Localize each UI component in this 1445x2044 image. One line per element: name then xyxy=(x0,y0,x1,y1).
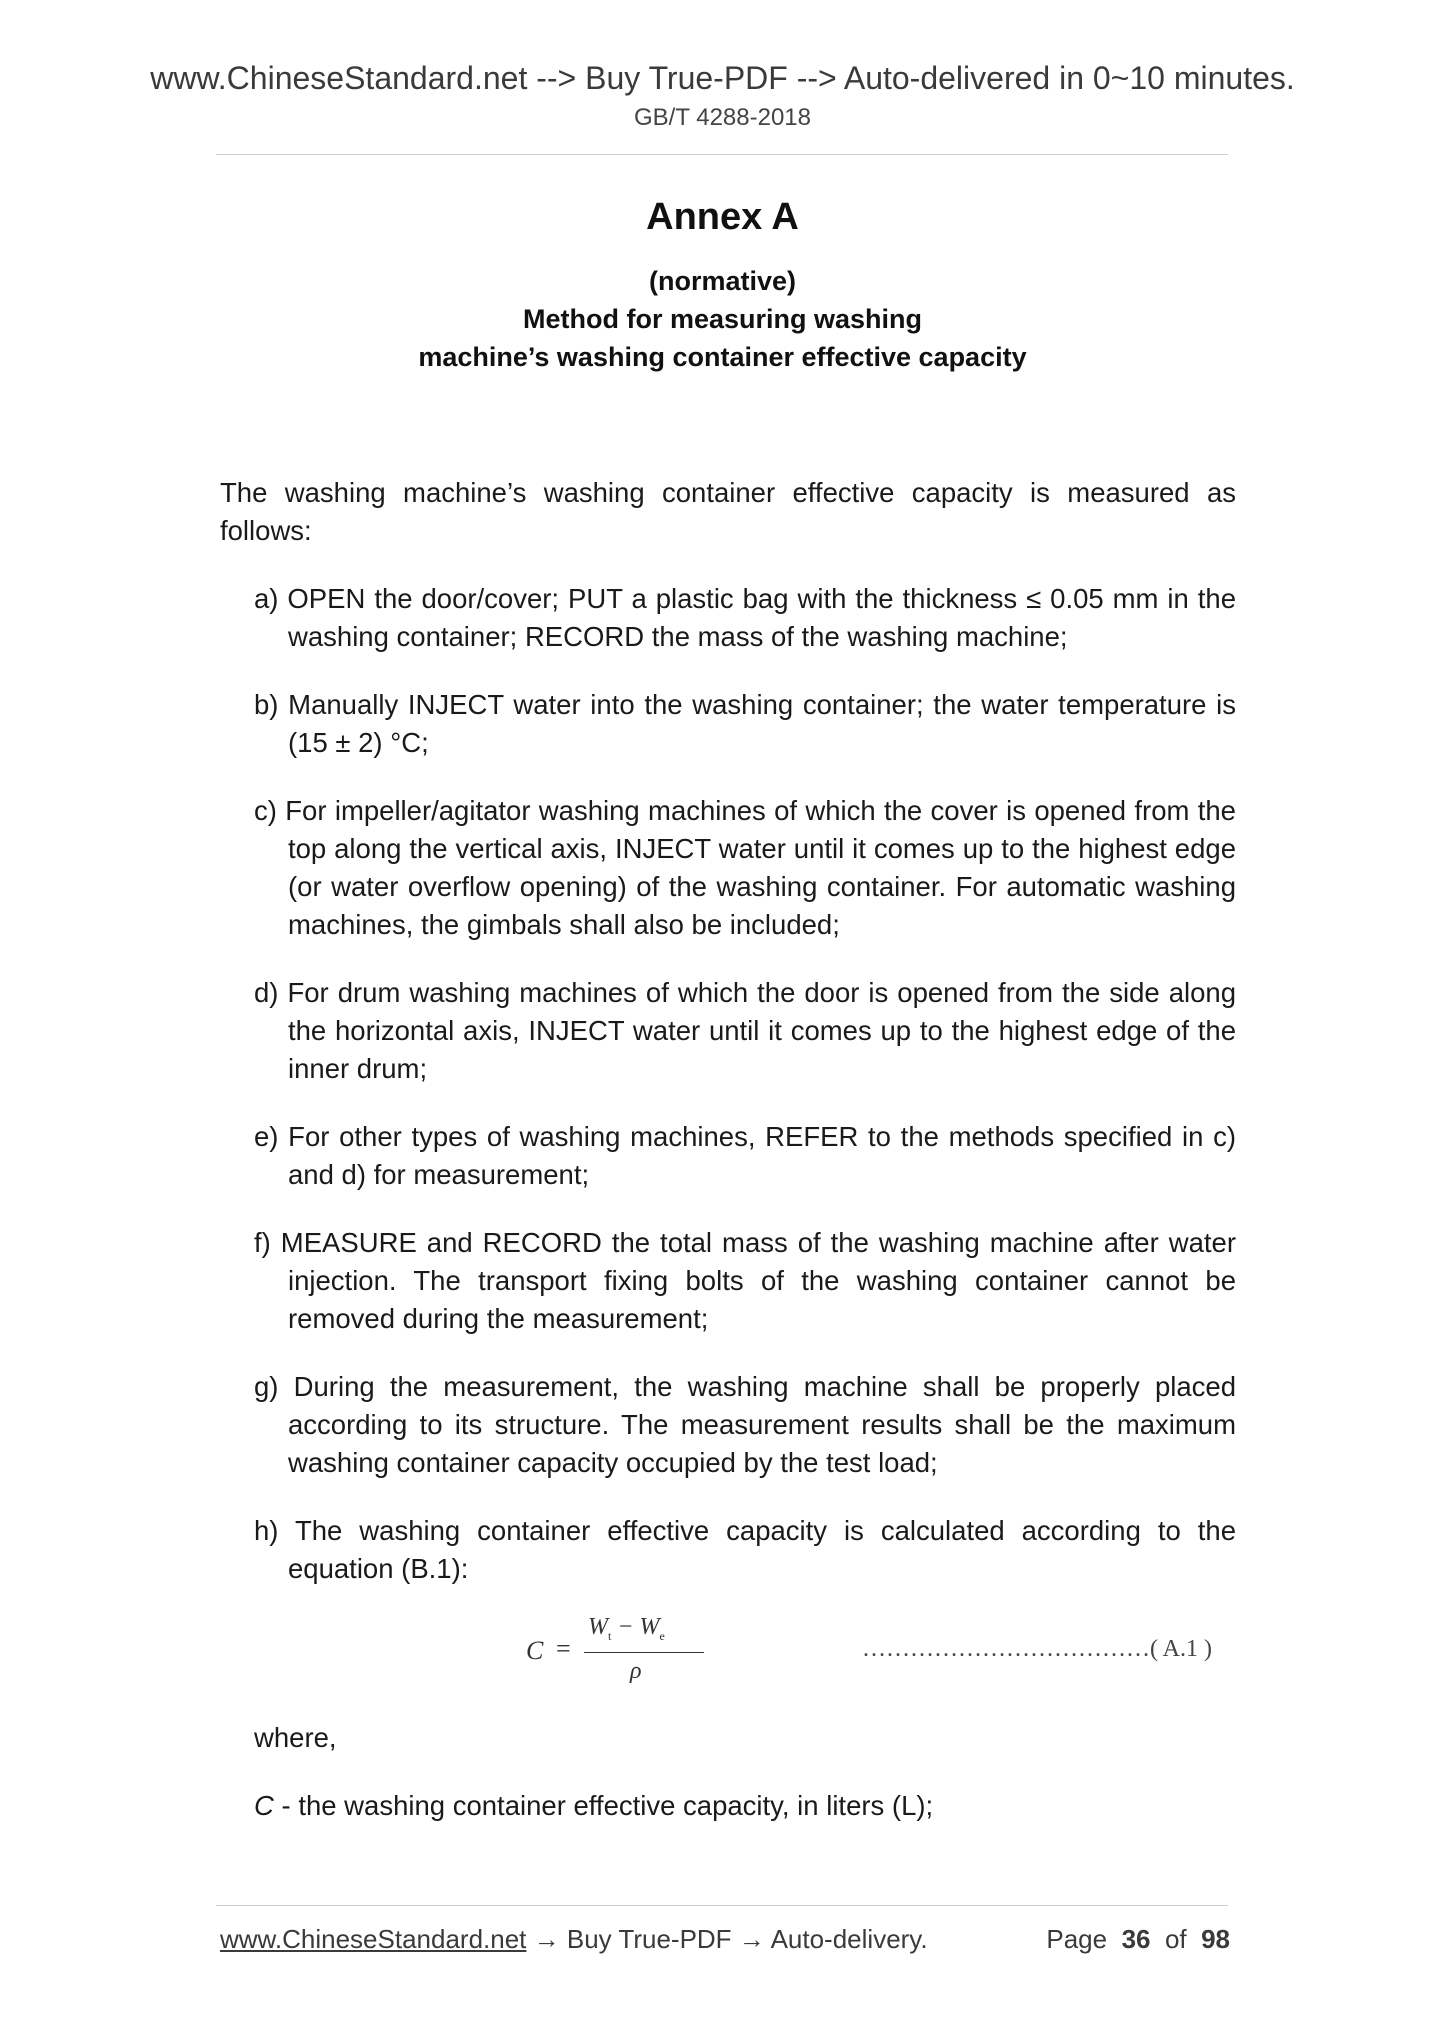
page-footer xyxy=(220,1924,1230,1955)
page-label: Page xyxy=(1046,1924,1108,1954)
page-number: 36 xyxy=(1121,1924,1151,1954)
annex-type: (normative) xyxy=(648,266,797,296)
page-indicator xyxy=(1046,1924,1230,1955)
numerator-term-b: W xyxy=(639,1614,660,1640)
list-item-label: a) xyxy=(254,583,288,614)
fraction-bar xyxy=(584,1652,704,1653)
numerator-term-a-subscript: t xyxy=(608,1628,612,1643)
where-label: where, xyxy=(254,1722,337,1753)
list-item-text: For impeller/agitator washing machines of which the cover is opened from the top along the vertical axis, INJECT water until it comes up to the highest edge (or water overflow opening) of the washing container. For automatic washing machines, the gimbals shall also be included; xyxy=(285,795,1236,940)
list-item-h xyxy=(254,1512,1236,1588)
header-banner[interactable]: www.ChineseStandard.net --> Buy True-PDF --> Auto-delivered in 0~10 minutes. xyxy=(150,60,1295,96)
page-total: 98 xyxy=(1201,1924,1230,1954)
list-item-text: Manually INJECT water into the washing container; the water temperature is (15 ± 2) °C; xyxy=(288,689,1237,758)
of-label: of xyxy=(1164,1924,1187,1954)
equation-reference: ………………………………( A.1 ) xyxy=(862,1636,1212,1662)
list-item-b xyxy=(254,686,1236,762)
footer-tagline: → Buy True-PDF → Auto-delivery. xyxy=(526,1924,928,1954)
symbol-c: C xyxy=(254,1790,274,1821)
annex-title: Annex A xyxy=(646,196,799,238)
equation-equals: = xyxy=(556,1634,571,1663)
header-divider xyxy=(216,154,1228,155)
numerator-term-a: W xyxy=(588,1614,608,1640)
list-item-label: h) xyxy=(254,1515,295,1546)
equation-denominator: ρ xyxy=(630,1658,642,1684)
list-item-text: MEASURE and RECORD the total mass of the washing machine after water injection. The transport fixing bolts of the washing container cannot be removed during the measurement; xyxy=(280,1227,1236,1334)
list-item-e xyxy=(254,1118,1236,1194)
intro-paragraph: The washing machine’s washing container effective capacity is measured as follows: xyxy=(220,477,1236,546)
list-item-text: OPEN the door/cover; PUT a plastic bag with the thickness ≤ 0.05 mm in the washing container; RECORD the mass of the washing machine; xyxy=(287,583,1237,652)
list-item-text: For drum washing machines of which the door is opened from the side along the horizontal axis, INJECT water until it comes up to the highest edge of the inner drum; xyxy=(287,977,1236,1084)
list-item-text: During the measurement, the washing machine shall be properly placed according to its structure. The measurement results shall be the maximum washing container capacity occupied by the test load; xyxy=(288,1371,1237,1478)
numerator-minus: − xyxy=(611,1614,640,1640)
footer-site-link[interactable]: www.ChineseStandard.net xyxy=(220,1924,527,1954)
annex-subtitle-line-2: machine’s washing container effective capacity xyxy=(418,342,1027,372)
list-item-g xyxy=(254,1368,1236,1482)
list-item-a xyxy=(254,580,1236,656)
annex-subtitle-line-1: Method for measuring washing xyxy=(522,304,923,334)
symbol-c-description: - the washing container effective capacity, in liters (L); xyxy=(273,1790,934,1821)
list-item-label: g) xyxy=(254,1371,294,1402)
list-item-c xyxy=(254,792,1236,944)
list-item-f xyxy=(254,1224,1236,1338)
list-item-label: f) xyxy=(254,1227,281,1258)
list-item-text: For other types of washing machines, REFER to the methods specified in c) and d) for measurement; xyxy=(288,1121,1237,1190)
equation-numerator xyxy=(588,1614,665,1644)
symbol-definition-c xyxy=(254,1790,933,1822)
numerator-term-b-subscript: e xyxy=(659,1628,665,1643)
capacity-equation xyxy=(526,1610,706,1690)
footer-divider xyxy=(216,1905,1228,1906)
list-item-label: d) xyxy=(254,977,288,1008)
list-item-d xyxy=(254,974,1236,1088)
equation-lhs: C xyxy=(526,1636,544,1665)
list-item-label: b) xyxy=(254,689,289,720)
list-item-label: c) xyxy=(254,795,286,826)
list-item-text: The washing container effective capacity is calculated according to the equation (B.1): xyxy=(288,1515,1236,1584)
standard-number: GB/T 4288-2018 xyxy=(633,104,811,131)
list-item-label: e) xyxy=(254,1121,289,1152)
